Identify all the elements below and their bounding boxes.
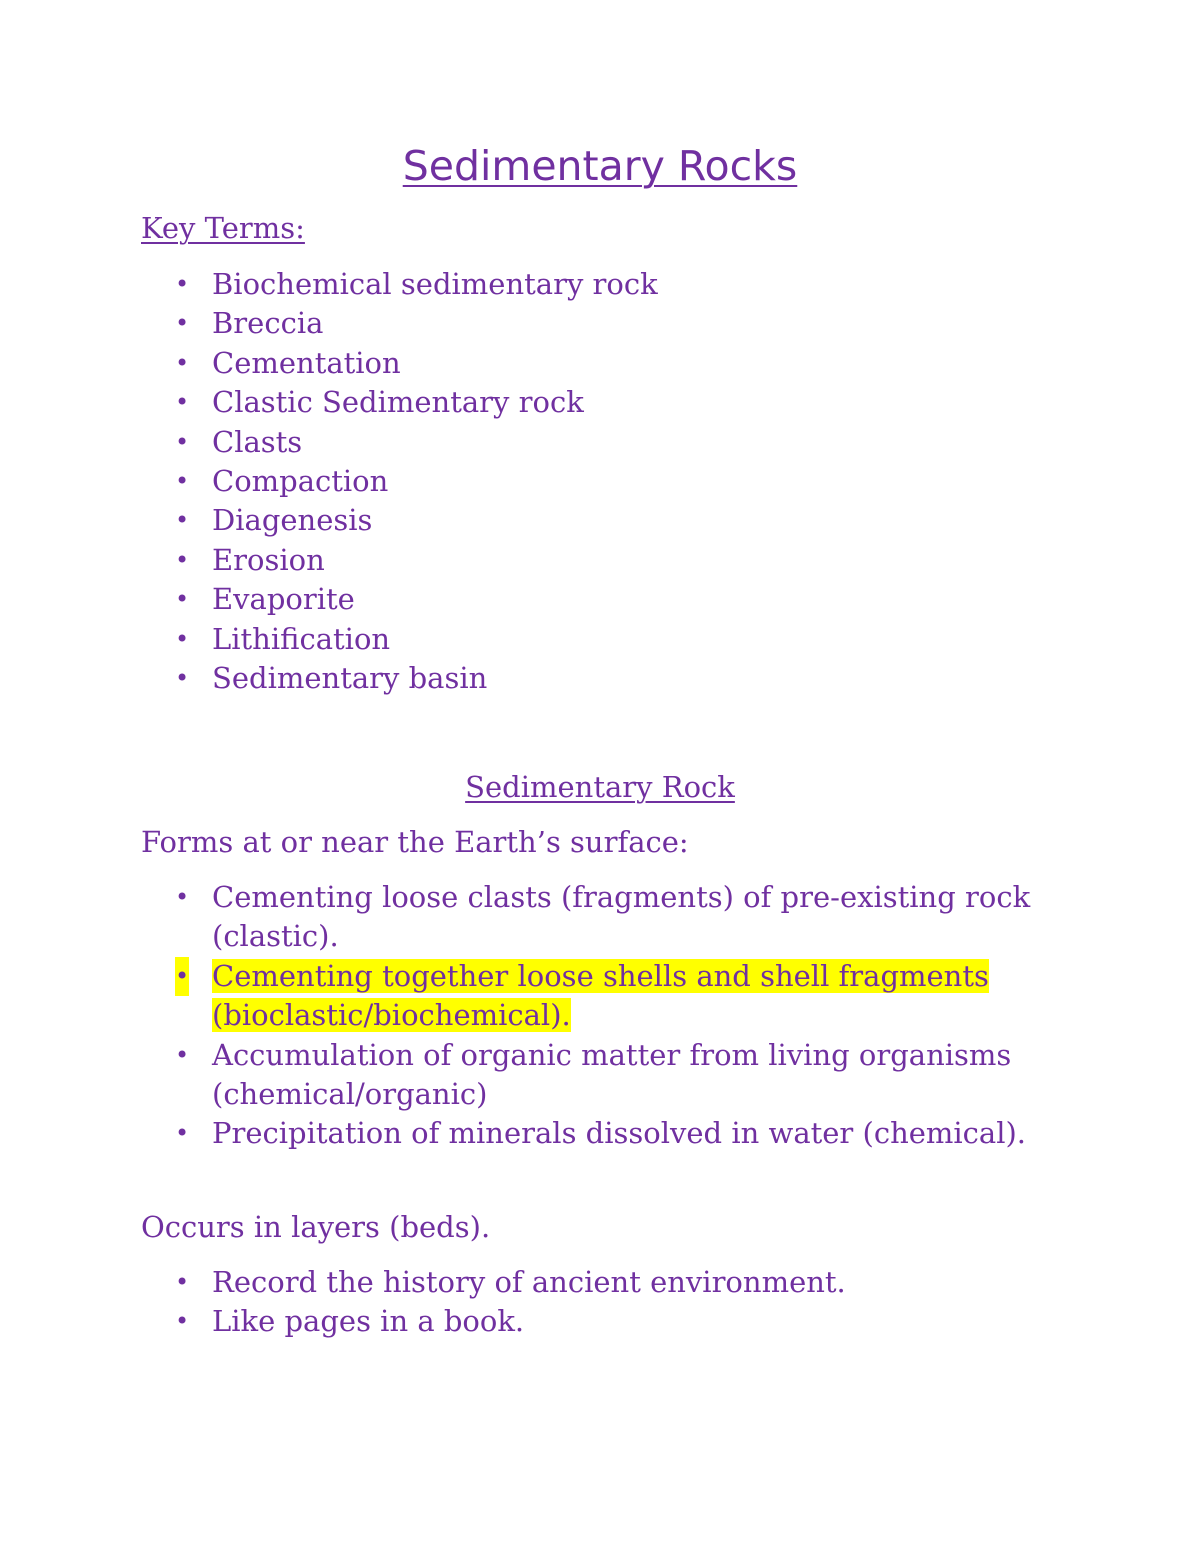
- key-term: Biochemical sedimentary rock: [212, 267, 658, 301]
- bullet-icon: •: [175, 506, 190, 535]
- bullet-icon: •: [175, 1268, 190, 1296]
- section-heading: Sedimentary Rock: [465, 770, 735, 804]
- list-item: [0, 1263, 1200, 1302]
- list-item: [0, 501, 1200, 540]
- list-item: [0, 541, 1200, 580]
- list-item: [0, 423, 1200, 462]
- bullet-icon: •: [175, 545, 190, 574]
- layers-intro: Occurs in layers (beds).: [141, 1210, 491, 1244]
- layers-list: [0, 1263, 1200, 1342]
- key-term: Evaporite: [212, 582, 355, 617]
- page-title: Sedimentary Rocks: [402, 142, 798, 190]
- bullet-icon: •: [175, 427, 190, 456]
- bullet-icon: •: [175, 309, 190, 338]
- key-terms-label: Key Terms:: [141, 211, 305, 245]
- layers-item: Like pages in a book.: [212, 1304, 525, 1339]
- forms-list: [0, 878, 1200, 1154]
- key-terms-list: [0, 265, 1200, 698]
- key-term: Diagenesis: [212, 503, 373, 538]
- list-item: [0, 878, 1200, 957]
- list-item: [0, 1036, 1200, 1115]
- list-item: [0, 580, 1200, 619]
- key-term: Lithification: [212, 621, 391, 656]
- bullet-icon: •: [175, 270, 190, 298]
- list-item: [0, 462, 1200, 501]
- bullet-icon: •: [175, 957, 189, 996]
- key-term: Clastic Sedimentary rock: [212, 385, 584, 420]
- list-item: [0, 957, 1200, 1036]
- bullet-icon: •: [175, 348, 190, 377]
- key-term: Sedimentary basin: [212, 661, 488, 696]
- key-term: Compaction: [212, 464, 389, 499]
- bullet-icon: •: [175, 1040, 190, 1069]
- bullet-icon: •: [175, 1119, 190, 1148]
- list-item: [0, 1114, 1200, 1153]
- list-item: [0, 659, 1200, 698]
- key-term: Clasts: [212, 424, 303, 459]
- bullet-icon: •: [175, 624, 190, 653]
- key-term: Erosion: [212, 542, 325, 577]
- list-item: [0, 620, 1200, 659]
- layers-item: Record the history of ancient environment.: [212, 1265, 846, 1299]
- bullet-icon: •: [175, 664, 190, 693]
- forms-item-highlighted: Cementing together loose shells and shell fragments (bioclastic/biochemical).: [212, 958, 989, 1033]
- bullet-icon: •: [175, 388, 190, 417]
- bullet-icon: •: [175, 467, 190, 496]
- key-term: Breccia: [212, 306, 324, 341]
- list-item: [0, 304, 1200, 343]
- forms-item: Precipitation of minerals dissolved in water (chemical).: [212, 1116, 1027, 1151]
- forms-item: Cementing loose clasts (fragments) of pre-existing rock (clastic).: [212, 880, 1031, 954]
- list-item: [0, 265, 1200, 304]
- bullet-icon: •: [175, 1307, 190, 1336]
- bullet-icon: •: [175, 883, 190, 911]
- forms-intro: Forms at or near the Earth’s surface:: [141, 825, 689, 859]
- bullet-icon: •: [175, 585, 190, 614]
- list-item: [0, 383, 1200, 422]
- key-term: Cementation: [212, 345, 401, 380]
- list-item: [0, 1302, 1200, 1341]
- forms-item: Accumulation of organic matter from living organisms (chemical/organic): [212, 1037, 1012, 1112]
- list-item: [0, 344, 1200, 383]
